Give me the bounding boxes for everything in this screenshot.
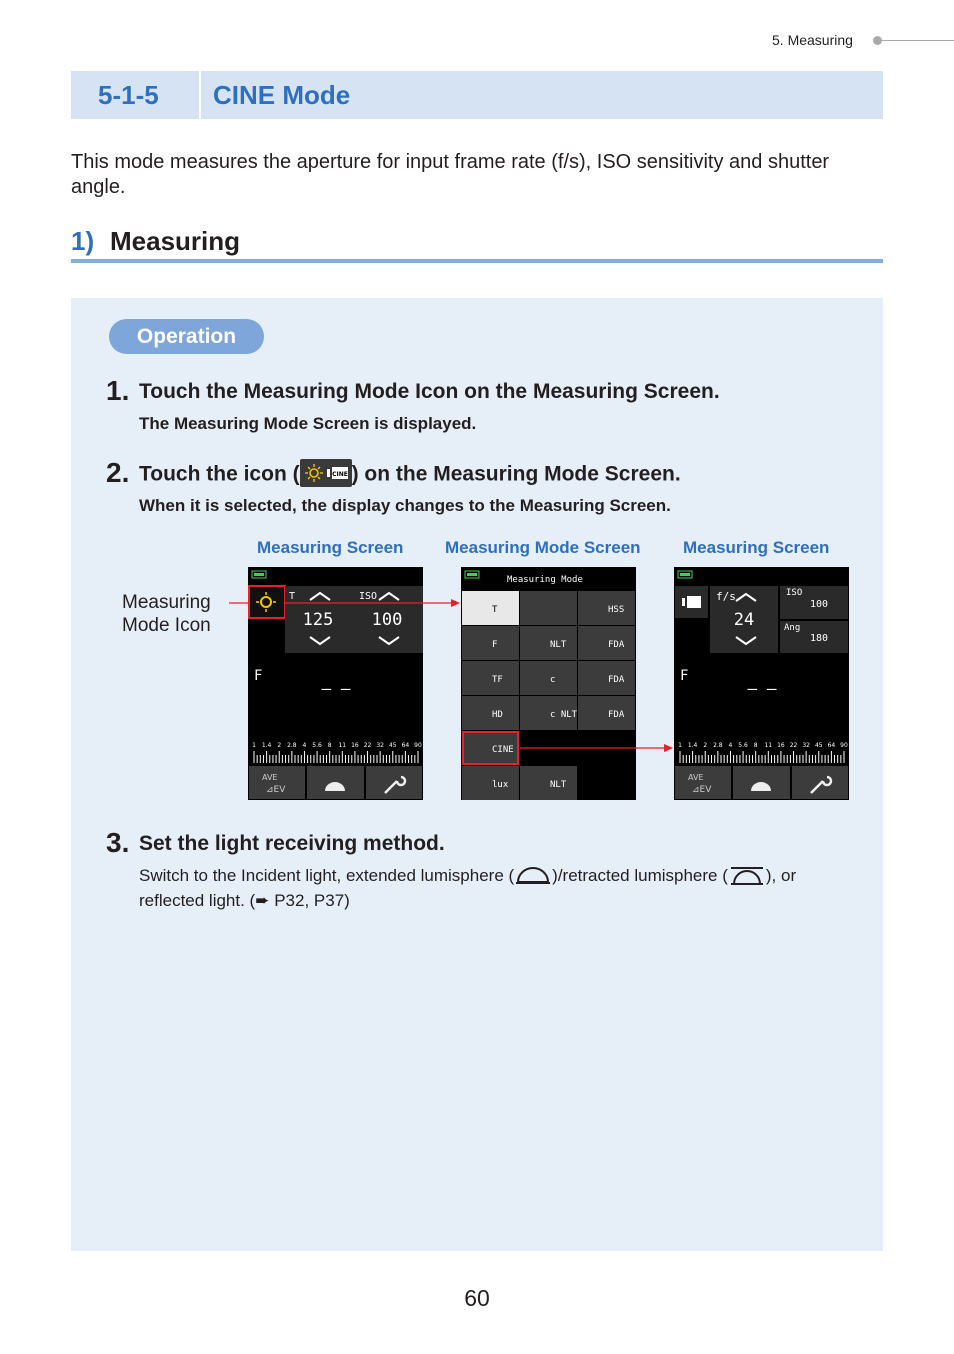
svg-text:Ang: Ang bbox=[784, 623, 801, 633]
svg-text:2: 2 bbox=[703, 742, 708, 749]
heading-number: 1) bbox=[71, 226, 95, 256]
svg-text:HD: HD bbox=[492, 710, 503, 720]
caption-measuring-mode-screen: Measuring Mode Screen bbox=[445, 538, 641, 557]
caption-measuring-screen-1: Measuring Screen bbox=[257, 538, 404, 557]
svg-text:90: 90 bbox=[414, 742, 422, 749]
svg-text:FDA: FDA bbox=[608, 675, 625, 685]
operation-badge: Operation bbox=[109, 319, 264, 354]
svg-text:32: 32 bbox=[802, 742, 810, 749]
svg-text:64: 64 bbox=[401, 742, 410, 749]
svg-text:⊿EV: ⊿EV bbox=[692, 785, 712, 795]
svg-text:ISO: ISO bbox=[786, 588, 803, 598]
reading: – – bbox=[321, 679, 351, 698]
svg-text:⊿EV: ⊿EV bbox=[266, 785, 286, 795]
step-2-sub: When it is selected, the display changes to the Measuring Screen. bbox=[139, 496, 671, 515]
callout-measuring-mode-icon: Measuring Mode Icon bbox=[122, 592, 211, 636]
iso-label: ISO bbox=[359, 591, 378, 602]
svg-text:lux: lux bbox=[492, 780, 509, 790]
svg-text:F: F bbox=[680, 668, 689, 684]
step-1-sub: The Measuring Mode Screen is displayed. bbox=[139, 414, 477, 433]
svg-text:c: c bbox=[550, 675, 556, 685]
svg-text:c NLT: c NLT bbox=[550, 710, 578, 720]
svg-text:8: 8 bbox=[327, 742, 332, 749]
svg-text:4: 4 bbox=[728, 742, 733, 749]
svg-text:1: 1 bbox=[252, 742, 256, 749]
svg-text:90: 90 bbox=[840, 742, 848, 749]
arrow-right-icon: ➨ bbox=[255, 891, 270, 910]
step-1-number: 1. bbox=[106, 375, 130, 406]
page-number: 60 bbox=[464, 1285, 490, 1311]
svg-text:1.4: 1.4 bbox=[261, 742, 272, 749]
svg-text:HSS: HSS bbox=[608, 605, 625, 615]
svg-text:AVE: AVE bbox=[688, 773, 704, 782]
svg-text:2.8: 2.8 bbox=[713, 742, 723, 749]
intro-paragraph: This mode measures the aperture for input frame rate (f/s), ISO sensitivity and shutter angle. bbox=[71, 151, 830, 198]
svg-text:CINE: CINE bbox=[492, 745, 514, 755]
svg-text:22: 22 bbox=[363, 742, 372, 749]
svg-text:NLT: NLT bbox=[550, 780, 567, 790]
extended-lumisphere-icon bbox=[514, 864, 552, 886]
svg-text:F: F bbox=[492, 640, 498, 650]
svg-text:FDA: FDA bbox=[608, 710, 625, 720]
section-number: 5-1-5 bbox=[98, 80, 159, 110]
svg-text:32: 32 bbox=[376, 742, 384, 749]
svg-text:5.6: 5.6 bbox=[738, 742, 748, 749]
svg-text:8: 8 bbox=[753, 742, 758, 749]
step-2-title: Touch the icon ( CINE ) on the Measuring Mode Screen. bbox=[139, 461, 681, 489]
step-3-number: 3. bbox=[106, 827, 130, 858]
svg-text:2: 2 bbox=[277, 742, 282, 749]
svg-text:CINE: CINE bbox=[331, 471, 348, 478]
step-1-title: Touch the Measuring Mode Icon on the Measuring Screen. bbox=[139, 380, 720, 403]
step-2-number: 2. bbox=[106, 457, 130, 488]
svg-text:T: T bbox=[492, 605, 498, 615]
retracted-lumisphere-icon bbox=[728, 864, 766, 886]
fs-value: 24 bbox=[733, 610, 755, 630]
iso-value: 100 bbox=[371, 610, 403, 630]
t-label: T bbox=[289, 591, 296, 602]
svg-text:NLT: NLT bbox=[550, 640, 567, 650]
svg-text:1.4: 1.4 bbox=[687, 742, 698, 749]
running-header: 5. Measuring bbox=[772, 32, 853, 48]
svg-text:11: 11 bbox=[338, 742, 347, 749]
mode-screen-title: Measuring Mode bbox=[507, 575, 583, 585]
svg-text:45: 45 bbox=[388, 742, 397, 749]
svg-text:2.8: 2.8 bbox=[287, 742, 297, 749]
svg-text:5.6: 5.6 bbox=[312, 742, 322, 749]
svg-text:TF: TF bbox=[492, 675, 503, 685]
svg-text:64: 64 bbox=[827, 742, 836, 749]
fs-label: f/s bbox=[716, 590, 736, 603]
svg-text:100: 100 bbox=[809, 599, 829, 610]
svg-text:22: 22 bbox=[789, 742, 798, 749]
svg-text:AVE: AVE bbox=[262, 773, 278, 782]
svg-text:11: 11 bbox=[764, 742, 773, 749]
caption-measuring-screen-2: Measuring Screen bbox=[683, 538, 830, 557]
svg-text:16: 16 bbox=[777, 742, 785, 749]
svg-text:– –: – – bbox=[747, 679, 777, 698]
step-3-title: Set the light receiving method. bbox=[139, 832, 445, 855]
svg-text:16: 16 bbox=[351, 742, 359, 749]
svg-text:4: 4 bbox=[302, 742, 307, 749]
f-label: F bbox=[254, 668, 263, 684]
svg-text:1: 1 bbox=[678, 742, 682, 749]
svg-text:180: 180 bbox=[809, 633, 829, 644]
t-value: 125 bbox=[302, 610, 334, 630]
svg-text:FDA: FDA bbox=[608, 640, 625, 650]
section-title: CINE Mode bbox=[213, 80, 351, 110]
step-3-text: Switch to the Incident light, extended lumisphere ( )/retracted lumisphere ( ), or reflected light. (➨ P32, P37) bbox=[139, 863, 859, 913]
heading-title: Measuring bbox=[110, 226, 241, 256]
svg-text:45: 45 bbox=[814, 742, 823, 749]
